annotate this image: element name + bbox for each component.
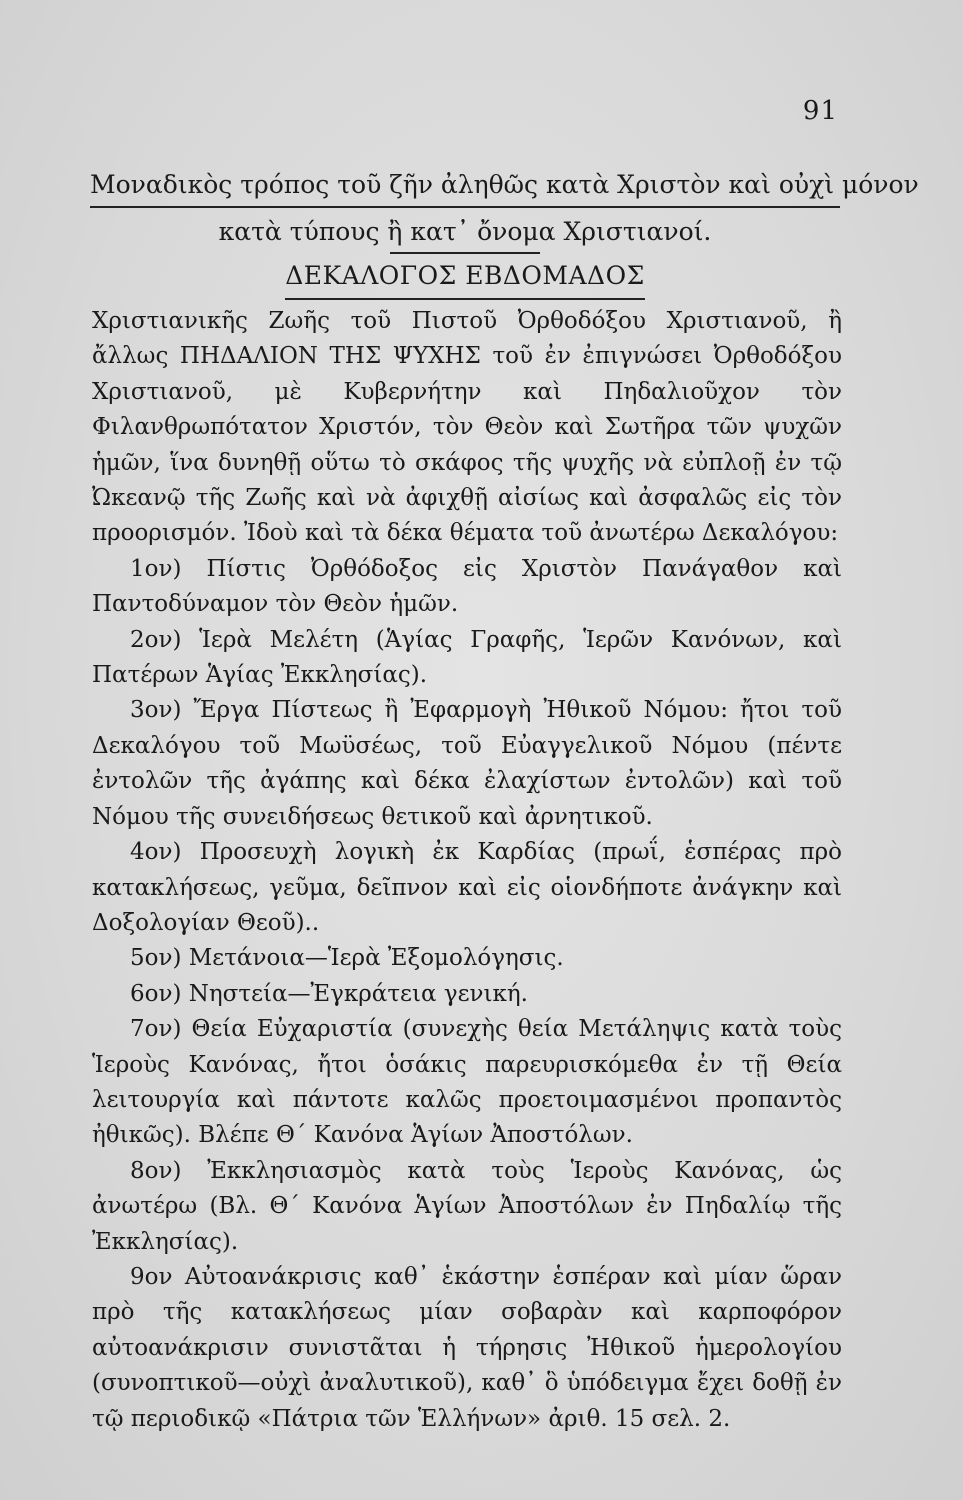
title-rule xyxy=(285,298,645,300)
header-short-rule xyxy=(390,252,540,254)
list-item-7: 7ον) Θεία Εὐχαριστία (συνεχὴς θεία Μετάληψις κατὰ τοὺς Ἱεροὺς Κανόνας, ἤτοι ὁσάκις παρευρισκόμεθα ἐν τῇ Θεία λειτουργία καὶ πάντοτε καλῶς προετοιμασμένοι προπαντὸς ἠθικῶς). Βλέπε Θ΄ Κανόνα Ἁγίων Ἀποστόλων. xyxy=(92,1016,842,1149)
header-line-2: κατὰ τύπους ἢ κατ᾽ ὄνομα Χριστιανοί. xyxy=(218,217,712,246)
page-number: 91 xyxy=(802,96,838,126)
running-header xyxy=(90,166,919,254)
list-item-4: 4ον) Προσευχὴ λογικὴ ἐκ Καρδίας (πρωΐ, ἑσπέρας πρὸ κατακλήσεως, γεῦμα, δεῖπνον καὶ εἰς οἱονδήποτε ἀνάγκην καὶ Δοξολογίαν Θεοῦ).. xyxy=(92,839,842,936)
list-item-9: 9ον Αὐτοανάκρισις καθ᾽ ἑκάστην ἑσπέραν καὶ μίαν ὥραν πρὸ τῆς κατακλήσεως μίαν σοβαρὰν καὶ καρποφόρον αὐτοανάκρισιν συνιστᾶται ἡ τήρησις Ἠθικοῦ ἡμερολογίου (συνοπτικοῦ—οὐχὶ ἀναλυτικοῦ), καθ᾽ ὃ ὑπόδειγμα ἔχει δοθῇ ἐν τῷ περιοδικῷ «Πάτρια τῶν Ἑλλήνων» ἀριθ. 15 σελ. 2. xyxy=(92,1263,842,1432)
list-item-5: 5ον) Μετάνοια—Ἱερὰ Ἐξομολόγησις. xyxy=(130,945,564,972)
list-item-3: 3ον) Ἔργα Πίστεως ἢ Ἐφαρμογὴ Ἠθικοῦ Νόμου: ἤτοι τοῦ Δεκαλόγου τοῦ Μωϋσέως, τοῦ Εὐαγγελικοῦ Νόμου (πέντε ἐντολῶν τῆς ἀγάπης καὶ δέκα ἐλαχίστων ἐντολῶν) καὶ τοῦ Νόμου τῆς συνειδήσεως θετικοῦ καὶ ἀρνητικοῦ. xyxy=(92,697,842,830)
list-item-2: 2ον) Ἱερὰ Μελέτη (Ἁγίας Γραφῆς, Ἱερῶν Κανόνων, καὶ Πατέρων Ἁγίας Ἐκκλησίας). xyxy=(92,626,842,689)
section-title-block xyxy=(90,258,840,300)
header-rule xyxy=(90,206,840,208)
section-title: ΔΕΚΑΛΟΓΟΣ ΕΒΔΟΜΑΔΟΣ xyxy=(285,261,645,290)
body-text xyxy=(92,304,842,1437)
list-item-8: 8ον) Ἐκκλησιασμὸς κατὰ τοὺς Ἱεροὺς Κανόνας, ὡς ἀνωτέρω (Βλ. Θ΄ Κανόνα Ἁγίων Ἀποστόλων ἐν Πηδαλίῳ τῆς Ἐκκλησίας). xyxy=(92,1157,842,1255)
list-item-6: 6ον) Νηστεία—Ἐγκράτεια γενική. xyxy=(130,980,528,1007)
list-item-1: 1ον) Πίστις Ὀρθόδοξος εἰς Χριστὸν Πανάγαθον καὶ Παντοδύναμον τὸν Θεὸν ἡμῶν. xyxy=(92,555,842,618)
header-line-1: Μοναδικὸς τρόπος τοῦ ζῆν ἀληθῶς κατὰ Χριστὸν καὶ οὐχὶ μόνον xyxy=(90,170,919,199)
intro-paragraph: Χριστιανικῆς Ζωῆς τοῦ Πιστοῦ Ὀρθοδόξου Χριστιανοῦ, ἢ ἄλλως ΠΗΔΑΛΙΟΝ ΤΗΣ ΨΥΧΗΣ τοῦ ἐν ἐπιγνώσει Ὀρθοδόξου Χριστιανοῦ, μὲ Κυβερνήτην καὶ Πηδαλιοῦχον τὸν Φιλανθρωπότατον Χριστόν, τὸν Θεὸν καὶ Σωτῆρα τῶν ψυχῶν ἡμῶν, ἵνα δυνηθῇ οὕτω τὸ σκάφος τῆς ψυχῆς νὰ εὐπλοῇ ἐν τῷ Ὠκεανῷ τῆς Ζωῆς καὶ νὰ ἀφιχθῇ αἰσίως καὶ ἀσφαλῶς εἰς τὸν προορισμόν. Ἰδοὺ καὶ τὰ δέκα θέματα τοῦ ἀνωτέρω Δεκαλόγου: xyxy=(92,308,842,547)
